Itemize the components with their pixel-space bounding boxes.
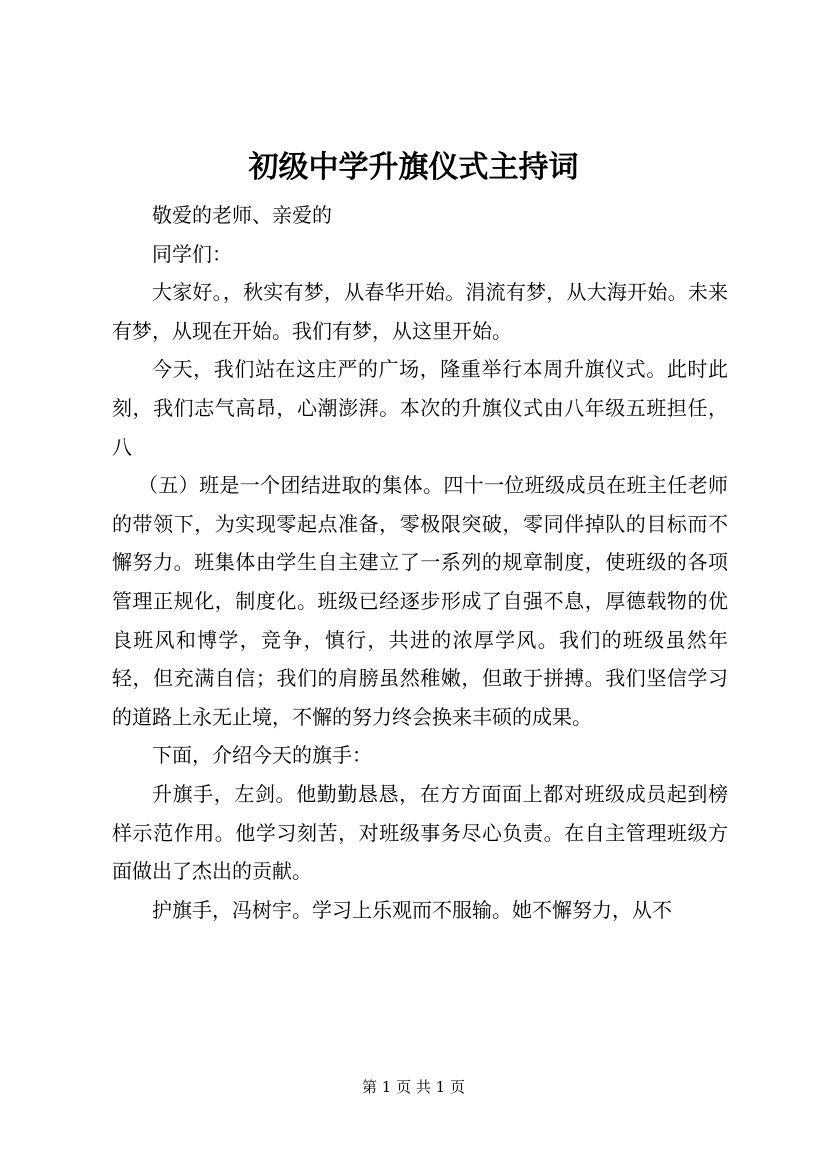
paragraph-ceremony-intro: 今天，我们站在这庄严的广场，隆重举行本周升旗仪式。此时此刻，我们志气高昂，心潮澎湃。本次的升旗仪式由八年级五班担任，八 [112, 357, 728, 459]
document-body [112, 196, 728, 929]
page-number-footer: 第 1 页 共 1 页 [362, 1078, 465, 1096]
paragraph-greeting: 敬爱的老师、亲爱的 [152, 203, 332, 227]
paragraph-opening: 大家好。，秋实有梦，从春华开始。涓流有梦，从大海开始。未来有梦，从现在开始。我们有梦，从这里开始。 [112, 280, 728, 343]
paragraph-greeting-students: 同学们： [152, 241, 232, 266]
paragraph-class-intro: （五）班是一个团结进取的集体。四十一位班级成员在班主任老师的带领下，为实现零起点准备，零极限突破，零同伴掉队的目标而不懈努力。班集体由学生自主建立了一系列的规章制度，使班级的各项管理正规化，制度化。班级已经逐步形成了自强不息，厚德载物的优良班风和博学，竞争，慎行，共进的浓厚学风。我们的班级虽然年轻，但充满自信；我们的肩膀虽然稚嫩，但敢于拼搏。我们坚信学习的道路上永无止境，不懈的努力终会换来丰硕的成果。 [112, 473, 728, 729]
paragraph-flag-raiser: 升旗手，左剑。他勤勤恳恳，在方方面面上都对班级成员起到榜样示范作用。他学习刻苦，对班级事务尽心负责。在自主管理班级方面做出了杰出的贡献。 [112, 781, 728, 884]
paragraph-flag-bearers-intro: 下面，介绍今天的旗手： [152, 743, 372, 768]
paragraph-flag-guard: 护旗手，冯树宇。学习上乐观而不服输。她不懈努力，从不 [152, 897, 672, 922]
document-title: 初级中学升旗仪式主持词 [248, 150, 579, 185]
